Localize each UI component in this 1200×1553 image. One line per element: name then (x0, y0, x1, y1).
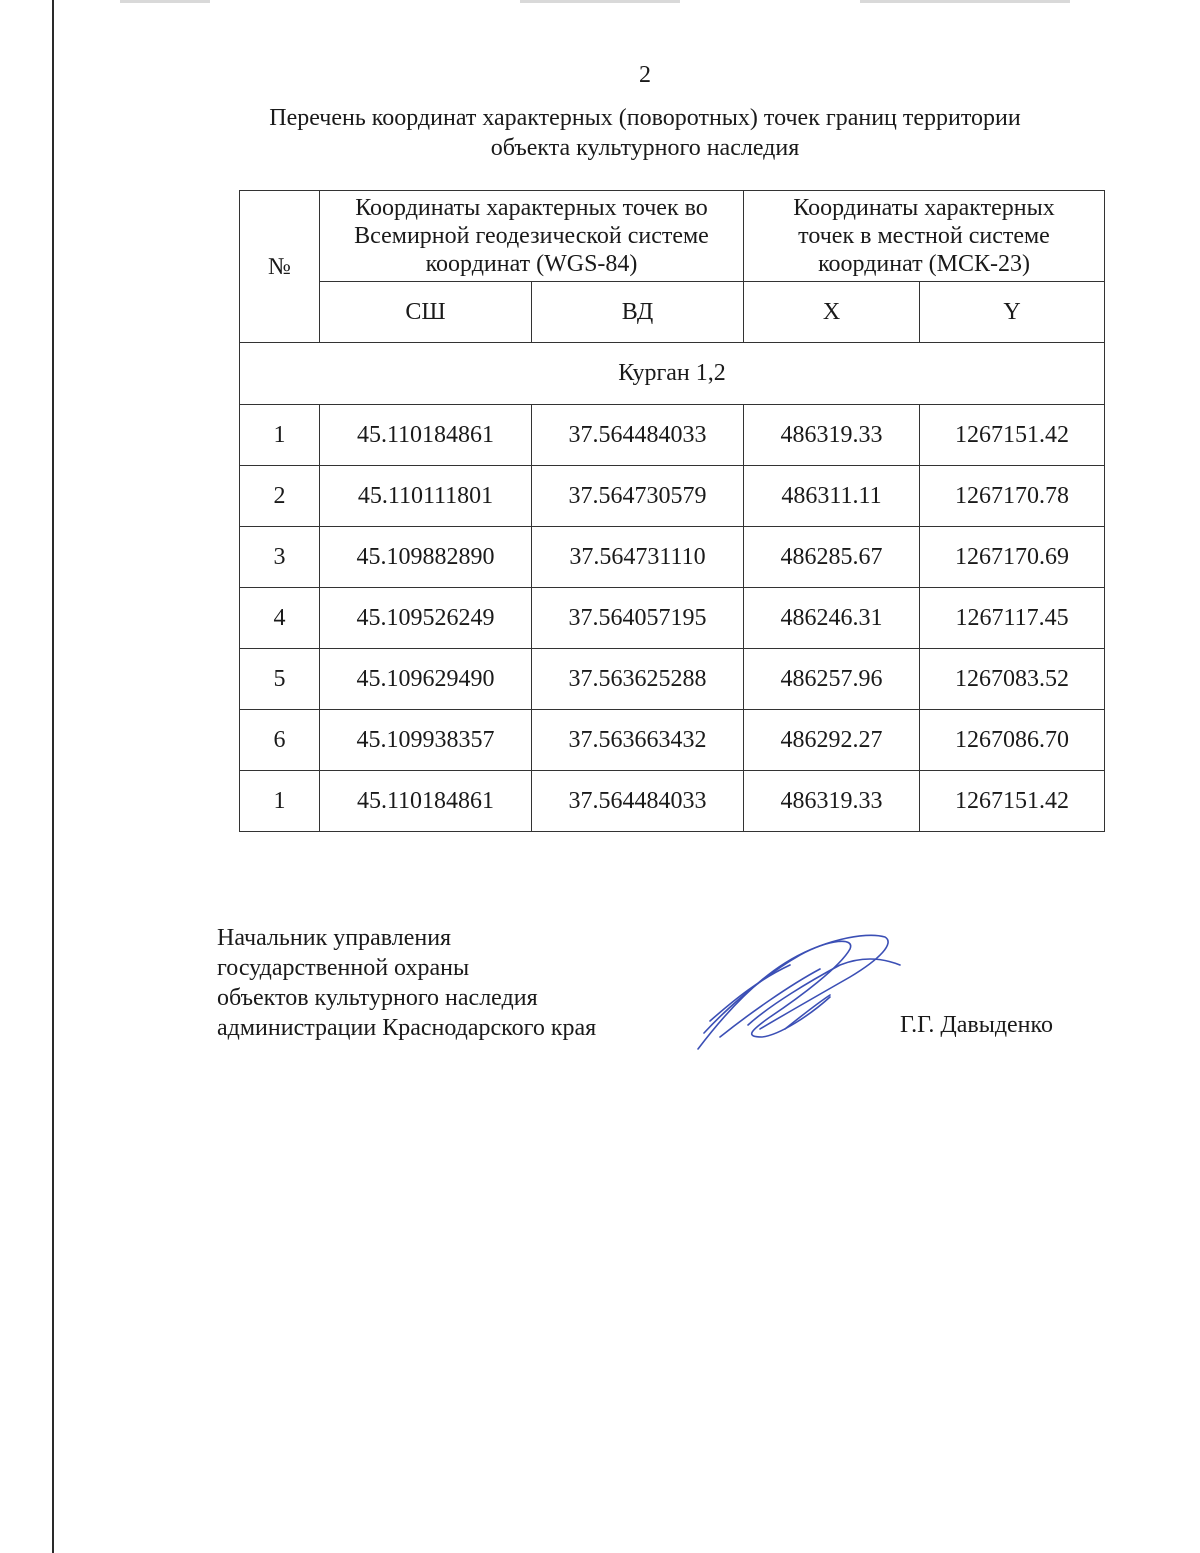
page-number: 2 (639, 62, 651, 88)
coordinates-table (239, 190, 1105, 832)
scan-artifact (860, 0, 1070, 3)
handwritten-signature (690, 925, 905, 1055)
cell-y: 1267151.42 (920, 771, 1105, 832)
cell-latitude: 45.110184861 (320, 771, 532, 832)
cell-longitude: 37.564057195 (532, 588, 744, 649)
section-title: Курган 1,2 (240, 343, 1105, 405)
table-header-row (240, 191, 1105, 282)
cell-longitude: 37.564484033 (532, 771, 744, 832)
cell-latitude: 45.110111801 (320, 466, 532, 527)
cell-y: 1267170.78 (920, 466, 1105, 527)
cell-latitude: 45.110184861 (320, 405, 532, 466)
cell-point-number: 1 (240, 771, 320, 832)
cell-longitude: 37.563625288 (532, 649, 744, 710)
scan-artifact (520, 0, 680, 3)
table-row (240, 405, 1105, 466)
scan-artifact (120, 0, 210, 3)
signatory-name: Г.Г. Давыденко (900, 1012, 1053, 1038)
table-subheader-row (240, 282, 1105, 343)
table-row (240, 771, 1105, 832)
cell-longitude: 37.564484033 (532, 405, 744, 466)
signatory-position-line: Начальник управления (217, 925, 452, 951)
cell-point-number: 3 (240, 527, 320, 588)
header-x: X (744, 282, 920, 343)
header-y: Y (920, 282, 1105, 343)
header-longitude: ВД (532, 282, 744, 343)
cell-point-number: 6 (240, 710, 320, 771)
header-number: № (240, 191, 320, 343)
cell-x: 486292.27 (744, 710, 920, 771)
cell-x: 486257.96 (744, 649, 920, 710)
document-title (230, 103, 1060, 163)
signatory-position-line: объектов культурного наследия (217, 985, 538, 1011)
table-row (240, 710, 1105, 771)
signatory-position-line: государственной охраны (217, 955, 470, 981)
table-row (240, 466, 1105, 527)
cell-latitude: 45.109629490 (320, 649, 532, 710)
cell-longitude: 37.563663432 (532, 710, 744, 771)
table-row (240, 588, 1105, 649)
cell-x: 486319.33 (744, 771, 920, 832)
cell-y: 1267083.52 (920, 649, 1105, 710)
cell-x: 486311.11 (744, 466, 920, 527)
cell-y: 1267086.70 (920, 710, 1105, 771)
cell-point-number: 2 (240, 466, 320, 527)
scan-edge-line (52, 0, 54, 1553)
signature-strokes (698, 935, 900, 1049)
header-msk23-group: Координаты характерных точек в местной системе координат (МСК-23) (744, 191, 1105, 282)
signatory-position-line: администрации Краснодарского края (217, 1015, 597, 1041)
cell-y: 1267170.69 (920, 527, 1105, 588)
cell-point-number: 5 (240, 649, 320, 710)
cell-latitude: 45.109882890 (320, 527, 532, 588)
table-row (240, 649, 1105, 710)
header-latitude: СШ (320, 282, 532, 343)
cell-latitude: 45.109938357 (320, 710, 532, 771)
cell-y: 1267117.45 (920, 588, 1105, 649)
cell-longitude: 37.564730579 (532, 466, 744, 527)
header-wgs84-group: Координаты характерных точек во Всемирной геодезической системе координат (WGS-84) (320, 191, 744, 282)
document-title-line: объекта культурного наследия (490, 135, 800, 161)
cell-x: 486246.31 (744, 588, 920, 649)
table-row (240, 527, 1105, 588)
cell-x: 486319.33 (744, 405, 920, 466)
document-title-line: Перечень координат характерных (поворотных) точек границ территории (269, 105, 1021, 131)
cell-x: 486285.67 (744, 527, 920, 588)
section-row (240, 343, 1105, 405)
cell-latitude: 45.109526249 (320, 588, 532, 649)
cell-longitude: 37.564731110 (532, 527, 744, 588)
cell-point-number: 1 (240, 405, 320, 466)
cell-y: 1267151.42 (920, 405, 1105, 466)
cell-point-number: 4 (240, 588, 320, 649)
signatory-position (217, 923, 596, 1043)
